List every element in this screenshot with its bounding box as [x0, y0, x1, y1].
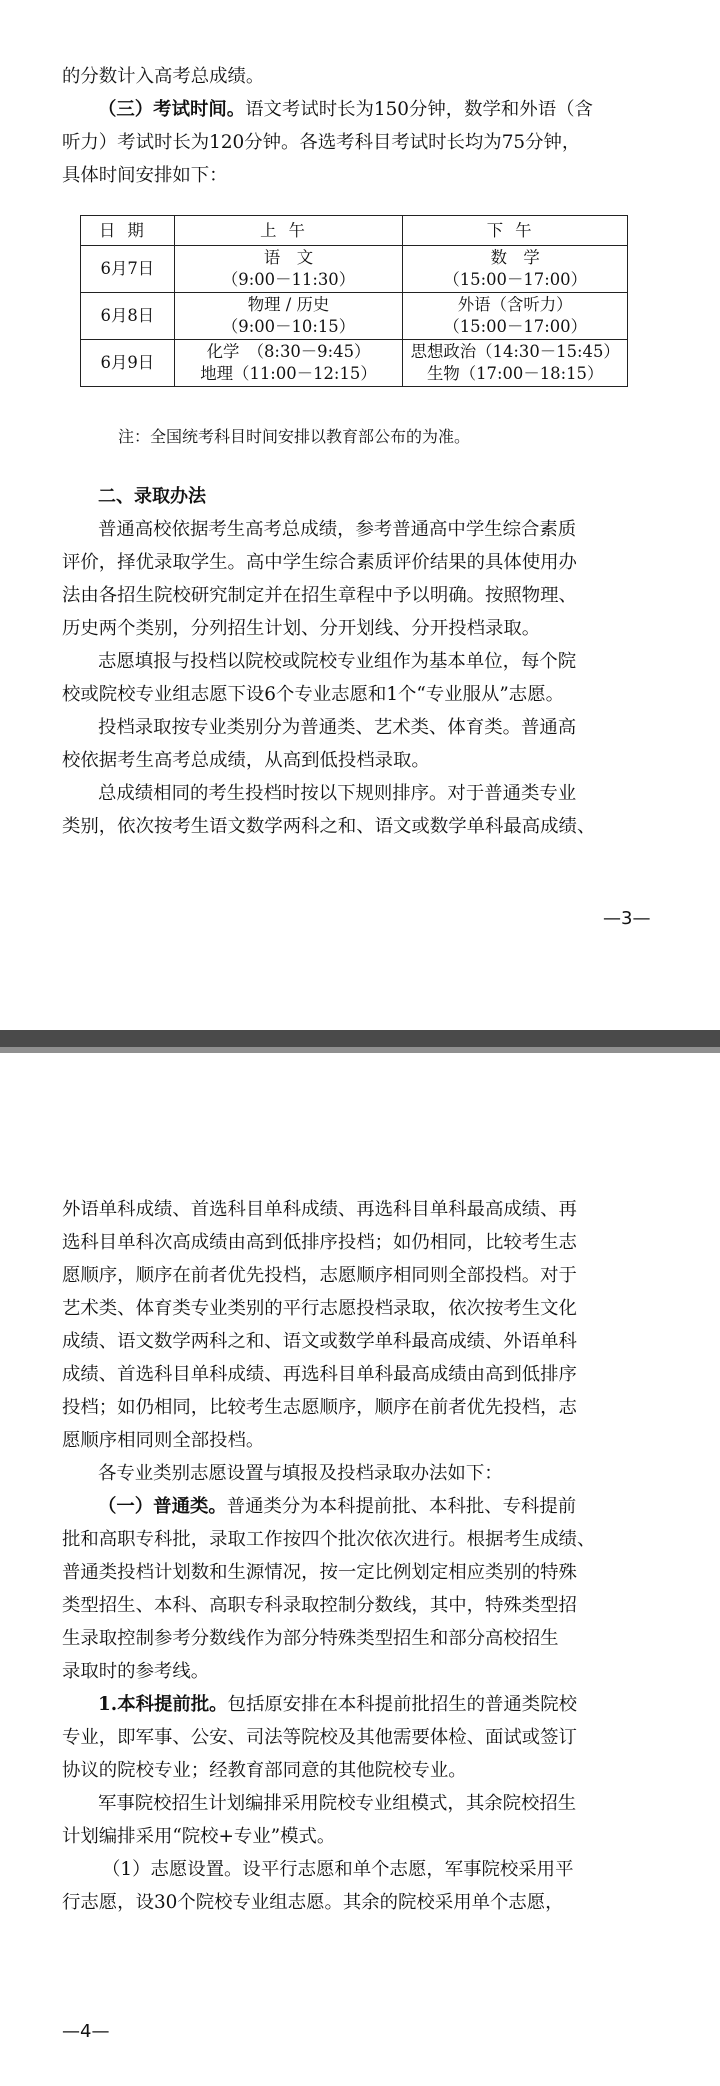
admission-section	[62, 480, 658, 843]
header-morning: 上午	[174, 216, 403, 246]
text-line: 成绩、首选科目单科成绩、再选科目单科最高成绩由高到低排序	[62, 1364, 577, 1385]
exam-schedule-table	[80, 215, 628, 387]
row-date: 6月8日	[81, 293, 175, 340]
header-date: 日期	[81, 216, 175, 246]
text-line: 愿顺序相同则全部投档。	[62, 1430, 265, 1451]
text-line: 生录取控制参考分数线作为部分特殊类型招生和部分高校招生	[62, 1628, 559, 1649]
text-line: 1.本科提前批。包括原安排在本科提前批招生的普通类院校	[98, 1694, 577, 1715]
afternoon-cell: 外语（含听力） （15:00－17:00）	[403, 293, 628, 340]
text-line: 普通高校依据考生高考总成绩，参考普通高中学生综合素质	[98, 519, 577, 540]
morning-cell: 物理 / 历史 （9:00－10:15）	[174, 293, 403, 340]
section-heading: 二、录取办法	[98, 486, 206, 507]
row-date: 6月7日	[81, 246, 175, 293]
page-number: —4—	[62, 2021, 110, 2042]
table-row	[81, 293, 628, 340]
text-line: （三）考试时间。语文考试时长为150分钟，数学和外语（含	[98, 99, 593, 120]
page-number: —3—	[603, 908, 651, 929]
text-line: 普通类投档计划数和生源情况，按一定比例划定相应类别的特殊	[62, 1562, 577, 1583]
table-note: 注：全国统考科目时间安排以教育部公布的为准。	[118, 427, 471, 446]
text-line: 具体时间安排如下：	[62, 165, 228, 186]
text-line: 选科目单科次高成绩由高到低排序投档；如仍相同，比较考生志	[62, 1232, 577, 1253]
text-line: 愿顺序，顺序在前者优先投档，志愿顺序相同则全部投档。对于	[62, 1265, 577, 1286]
morning-cell: 语 文 （9:00－11:30）	[174, 246, 403, 293]
text-line: （一）普通类。普通类分为本科提前批、本科批、专科提前	[98, 1496, 577, 1517]
table-row	[81, 340, 628, 387]
text-line: 录取时的参考线。	[62, 1661, 210, 1682]
text-line: 成绩、语文数学两科之和、语文或数学单科最高成绩、外语单科	[62, 1331, 577, 1352]
text-line: 评价，择优录取学生。高中学生综合素质评价结果的具体使用办	[62, 552, 577, 573]
row-date: 6月9日	[81, 340, 175, 387]
text-line: 听力）考试时长为120分钟。各选考科目考试时长均为75分钟，	[62, 132, 581, 153]
text-line: 批和高职专科批，录取工作按四个批次依次进行。根据考生成绩、	[62, 1529, 596, 1550]
document-page-4	[0, 1053, 720, 2086]
text-line: 志愿填报与投档以院校或院校专业组作为基本单位，每个院	[98, 651, 577, 672]
text-line: 的分数计入高考总成绩。	[62, 66, 265, 87]
text-line: 计划编排采用“院校+专业”模式。	[62, 1826, 336, 1847]
document-page-3	[0, 0, 720, 1030]
section-label: 1.本科提前批。	[98, 1694, 228, 1715]
table-header-row	[81, 216, 628, 246]
page4-lines	[62, 1193, 658, 1919]
text-line: 专业，即军事、公安、司法等院校及其他需要体检、面试或签订	[62, 1727, 577, 1748]
text-line: 艺术类、体育类专业类别的平行志愿投档录取，依次按考生文化	[62, 1298, 577, 1319]
page-divider	[0, 1030, 720, 1053]
table-row	[81, 246, 628, 293]
text-line: 总成绩相同的考生投档时按以下规则排序。对于普通类专业	[98, 783, 577, 804]
text-line: 类型招生、本科、高职专科录取控制分数线，其中，特殊类型招	[62, 1595, 577, 1616]
afternoon-cell: 思想政治（14:30－15:45） 生物（17:00－18:15）	[403, 340, 628, 387]
section-label: （三）考试时间。	[98, 99, 246, 120]
text-line: 行志愿，设30个院校专业组志愿。其余的院校采用单个志愿，	[62, 1892, 564, 1913]
text-line: 外语单科成绩、首选科目单科成绩、再选科目单科最高成绩、再	[62, 1199, 577, 1220]
text-line: 投档录取按专业类别分为普通类、艺术类、体育类。普通高	[98, 717, 577, 738]
text-line: 军事院校招生计划编排采用院校专业组模式，其余院校招生	[98, 1793, 577, 1814]
text-line: 历史两个类别，分列招生计划、分开划线、分开投档录取。	[62, 618, 541, 639]
text-line: 校或院校专业组志愿下设6个专业志愿和1个“专业服从”志愿。	[62, 684, 564, 705]
text-line: 类别，依次按考生语文数学两科之和、语文或数学单科最高成绩、	[62, 816, 596, 837]
header-afternoon: 下午	[403, 216, 628, 246]
text-line: 协议的院校专业；经教育部同意的其他院校专业。	[62, 1760, 467, 1781]
text-line: 各专业类别志愿设置与填报及投档录取办法如下：	[98, 1463, 503, 1484]
text-line: 投档；如仍相同，比较考生志愿顺序，顺序在前者优先投档，志	[62, 1397, 577, 1418]
text-line: 校依据考生高考总成绩，从高到低投档录取。	[62, 750, 430, 771]
morning-cell: 化学 （8:30－9:45） 地理（11:00－12:15）	[174, 340, 403, 387]
text-line: 法由各招生院校研究制定并在招生章程中予以明确。按照物理、	[62, 585, 577, 606]
text-line: （1）志愿设置。设平行志愿和单个志愿，军事院校采用平	[102, 1859, 574, 1880]
section-label: （一）普通类。	[98, 1496, 227, 1517]
intro-lines	[62, 60, 658, 192]
afternoon-cell: 数 学 （15:00－17:00）	[403, 246, 628, 293]
